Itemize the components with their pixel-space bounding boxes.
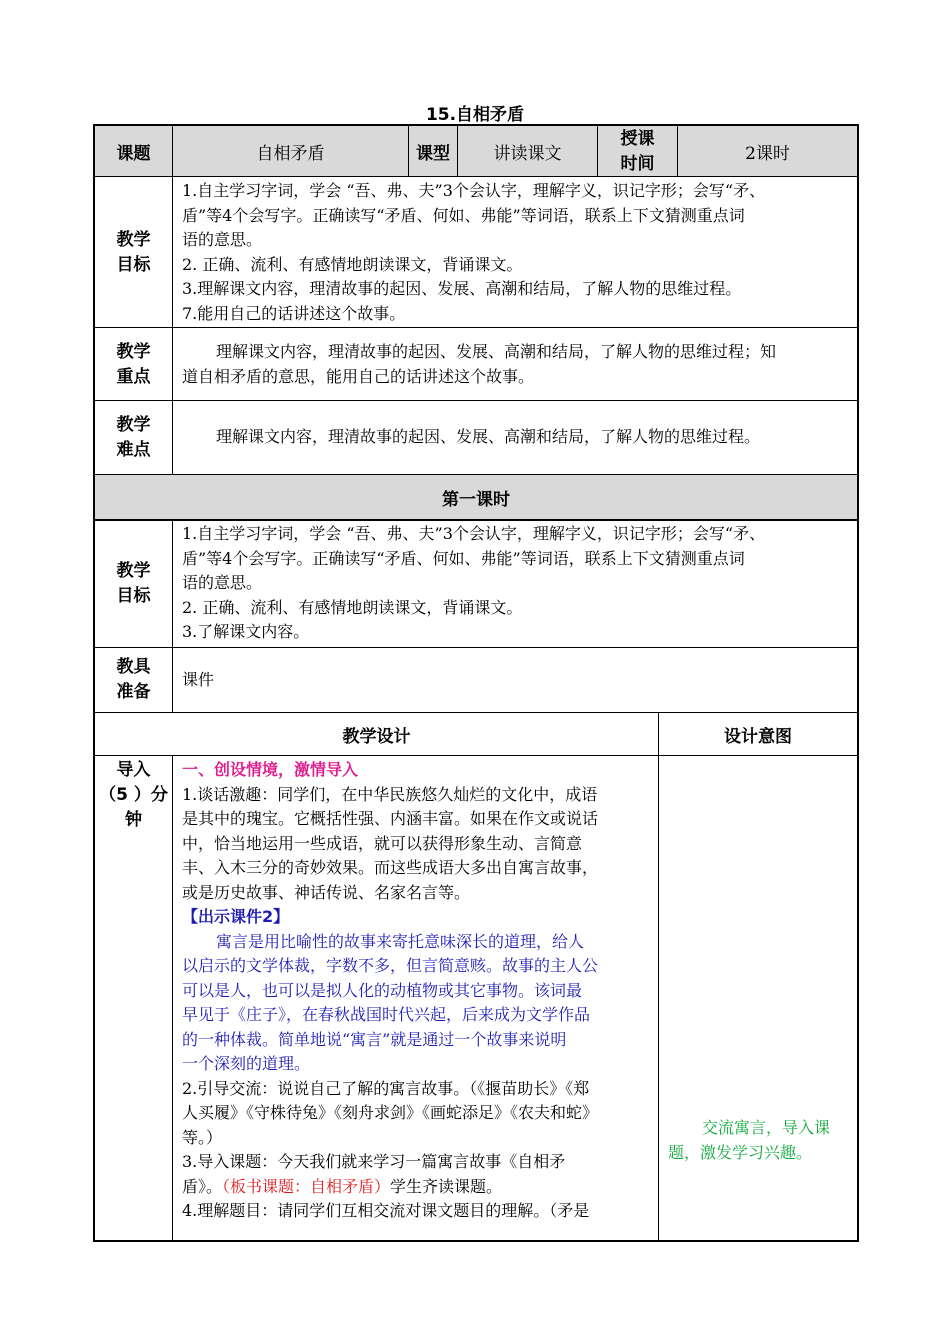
section-title: 一、创设情境，激情导入 [182,760,359,779]
goals-text: 1.自主学习字词，学会 “吾、弗、夫”3个会认字，理解字义，识记字形；会写“矛、 盾”等4个会写字。正确读写“矛盾、何如、弗能”等词语，联系上下文猜测重点词 语的意思。 2. 正确、流利、有感情地朗读课文，背诵课文。 3.理解课文内容，理清故事的起因、发展、高潮和结局，了解人物的思维过程。 7.能用自己的话讲述这个故事。 [182,181,766,323]
design-column-header: 教学设计 [342,726,411,747]
goals-label: 教学 目标 [116,230,151,275]
type-value: 讲读课文 [493,143,562,164]
lesson-goals-text: 1.自主学习字词，学会 “吾、弗、夫”3个会认字，理解字义，识记字形；会写“矛、 盾”等4个会写字。正确读写“矛盾、何如、弗能”等词语，联系上下文猜测重点词 语的意思。 2. 正确、流利、有感情地朗读课文，背诵课文。 3.了解课文内容。 [182,524,766,641]
intent-column-header: 设计意图 [724,726,792,747]
key-points-label: 教学 重点 [116,342,151,387]
document-title: 15.自相矛盾 [425,105,525,125]
tools-value: 课件 [182,670,215,689]
row-divider [94,755,858,756]
difficulty-label: 教学 难点 [116,415,151,460]
col-divider [172,125,173,474]
tools-label: 教具 准备 [116,657,151,702]
row-divider [94,327,858,328]
courseware-tag: 【出示课件2】 [182,907,290,926]
design-intent: 交流寓言，导入课 题，激发学习兴趣。 [668,1118,831,1162]
stage-label: 导入 （5 ）分 钟 [99,760,168,830]
lesson-goals-label: 教学 目标 [116,561,151,606]
topic-value: 自相矛盾 [256,143,325,164]
topic-label: 课题 [116,143,151,164]
lesson-heading: 第一课时 [442,489,510,510]
hours-label: 授课 时间 [620,129,655,174]
key-points-text: 理解课文内容，理清故事的起因、发展、高潮和结局，了解人物的思维过程；知 道自相矛盾的意思，能用自己的话讲述这个故事。 [182,342,777,386]
difficulty-text: 理解课文内容，理清故事的起因、发展、高潮和结局，了解人物的思维过程。 [216,427,761,446]
row-divider [94,176,858,177]
board-title-note: （板书课题：自相矛盾） [222,1176,391,1196]
col-divider [172,755,173,1241]
design-content: 一、创设情境，激情导入 1.谈话激趣：同学们，在中华民族悠久灿烂的文化中，成语 是其中的瑰宝。它概括性强、内涵丰富。如果在作文或说话 中，恰当地运用一些成语，就可以获得形象生动、言简意 丰、入木三分的奇妙效果。而这些成语大多出自寓言故事， 或是历史故事、神话传说、名家名言等。 【出示课件2】 寓言是用比喻性的故事来寄托意味深长的道理，给人 以启示的文学体裁，字数不多，但言简意赅。故事的主人公 可以是人，也可以是拟人化的动植物或其它事物。该词最 早见于《庄子》，在春秋战国时代兴起，后来成为文学作品 的一种体裁。简单地说“寓言”就是通过一个故事来说明 一个深刻的道理。 2.引导交流：说说自己了解的寓言故事。（《揠苗助长》《郑 人买履》《守株待兔》《刻舟求剑》《画蛇添足》《农夫和蛇》 等。） 3.导入课题：今天我们就来学习一篇寓言故事《自相矛 盾》。（板书课题：自相矛盾）学生齐读课题。 4.理解题目：请同学们互相交流对课文题目的理解。（矛是 [182,760,599,1220]
row-divider [94,647,858,648]
row-divider [94,400,858,401]
hours-value: 2课时 [745,143,790,164]
col-divider [658,712,659,1241]
col-divider [172,520,173,712]
type-label: 课型 [416,143,450,164]
